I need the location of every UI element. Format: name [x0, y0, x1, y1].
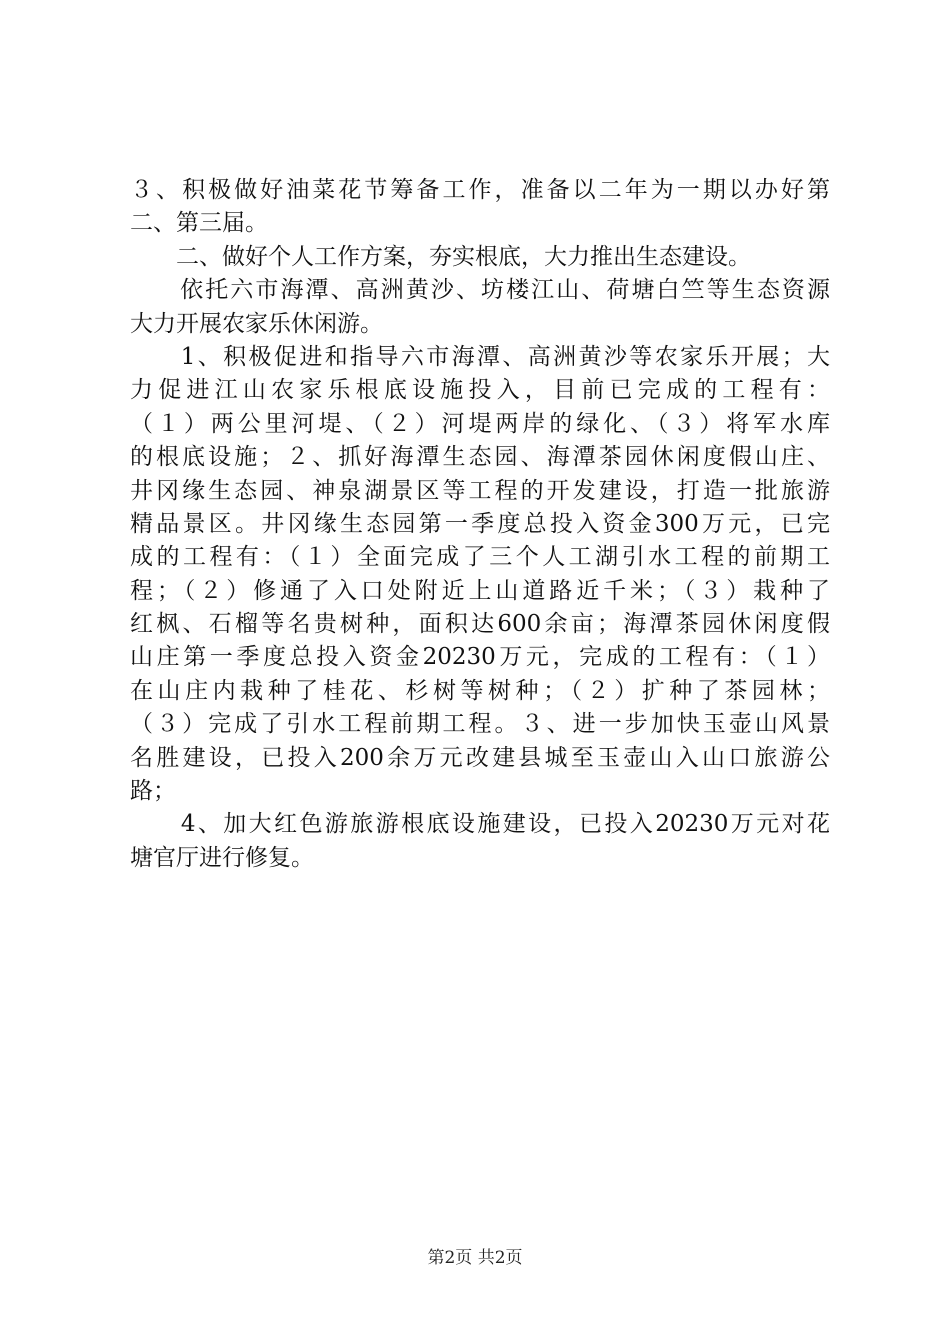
page-number: 第2页 共2页 [427, 1248, 523, 1268]
text-line: 程；（２）修通了入口处附近上山道路近千米；（３）栽种了 [130, 577, 830, 604]
text-line: 红枫、石榴等名贵树种，面积达600余亩；海潭茶园休闲度假 [130, 611, 830, 638]
text-line: 依托六市海潭、高洲黄沙、坊楼江山、荷塘白竺等生态资源 [130, 277, 830, 304]
text-line: （１）两公里河堤、（２）河堤两岸的绿化、（３）将军水库 [130, 410, 830, 437]
text-line: 名胜建设，已投入200余万元改建县城至玉壶山入山口旅游公 [130, 744, 830, 771]
text-line: 1、积极促进和指导六市海潭、高洲黄沙等农家乐开展；大 [130, 343, 830, 370]
text-line: 山庄第一季度总投入资金20230万元，完成的工程有：（１） [130, 644, 830, 671]
text-line: 力促进江山农家乐根底设施投入，目前已完成的工程有： [130, 377, 830, 404]
text-line: 塘官厅进行修复。 [130, 844, 314, 871]
text-line: ３、积极做好油菜花节筹备工作，准备以二年为一期以办好第 [130, 177, 830, 203]
text-line: 大力开展农家乐休闲游。 [130, 310, 383, 337]
document-body [130, 174, 830, 875]
text-line: 4、加大红色游旅游根底设施建设，已投入20230万元对花 [130, 811, 830, 838]
text-line: 路； [130, 778, 176, 805]
text-line: 井冈缘生态园、神泉湖景区等工程的开发建设，打造一批旅游 [130, 477, 830, 504]
text-line: 的根底设施；２、抓好海潭生态园、海潭茶园休闲度假山庄、 [130, 444, 830, 471]
text-line: 精品景区。井冈缘生态园第一季度总投入资金300万元，已完 [130, 510, 830, 537]
text-line: 二、做好个人工作方案，夯实根底，大力推出生态建设。 [130, 243, 751, 270]
text-line: 二、第三届。 [130, 210, 268, 237]
text-line: 成的工程有：（１）全面完成了三个人工湖引水工程的前期工 [130, 544, 830, 571]
text-line: （３）完成了引水工程前期工程。３、进一步加快玉壶山风景 [130, 711, 830, 738]
text-line: 在山庄内栽种了桂花、杉树等树种；（２）扩种了茶园林； [130, 677, 830, 704]
